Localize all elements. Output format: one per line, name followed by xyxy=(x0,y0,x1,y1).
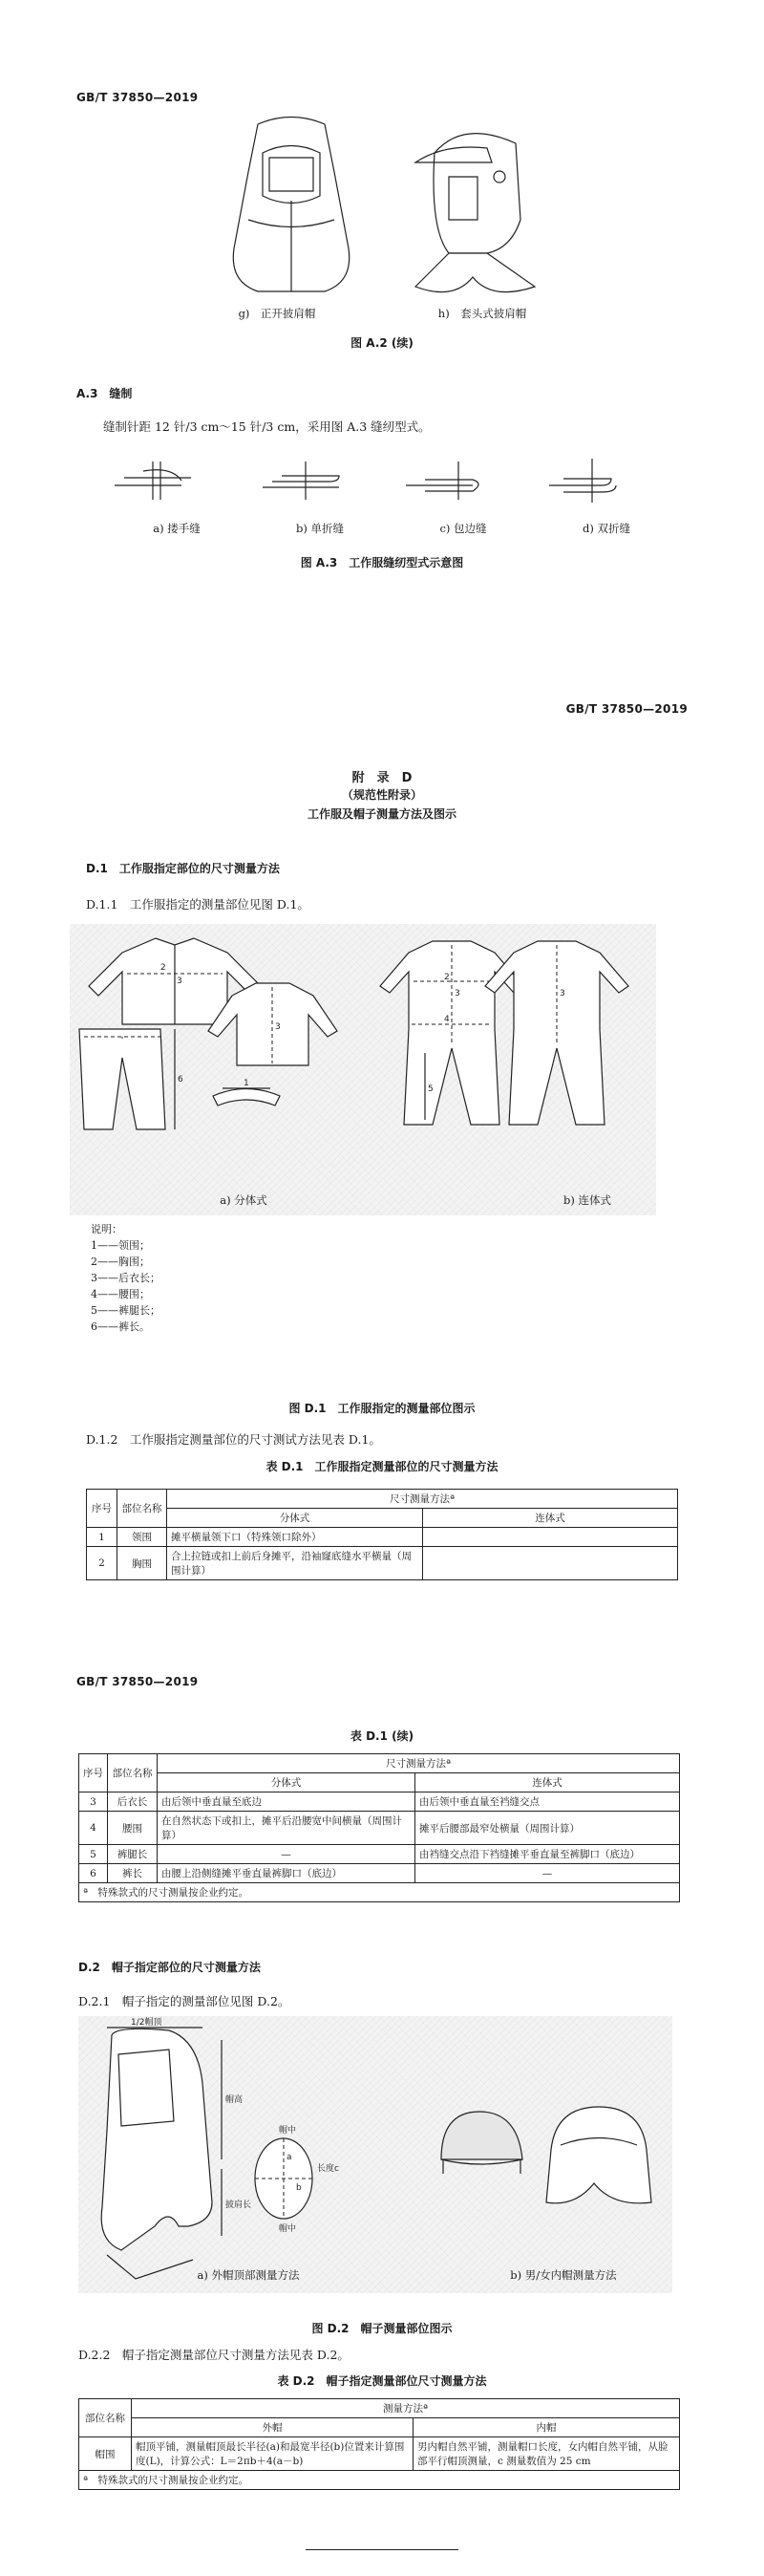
fig-g-label: g) 正开披肩帽 xyxy=(238,307,316,320)
col-header-outer: 外帽 xyxy=(132,2418,414,2437)
table-d2-caption: 表 D.2 帽子指定测量部位尺寸测量方法 xyxy=(277,2374,487,2388)
cell-split: — xyxy=(158,1845,415,1864)
col-header-method: 测量方法ª xyxy=(132,2399,680,2418)
cell-inner: 男内帽自然平铺，测量帽口长度，女内帽自然平铺，从脸部平行帽顶测量，c 测量数值为 25 cm xyxy=(414,2437,680,2471)
seam-a-diagram xyxy=(115,462,191,500)
figure-d2-panel xyxy=(78,2016,672,2293)
cell-joint xyxy=(423,1547,678,1580)
cell-seq: 4 xyxy=(79,1812,108,1845)
fig-d1-b-label: b) 连体式 xyxy=(562,1193,611,1207)
svg-text:3: 3 xyxy=(560,989,565,998)
svg-text:3: 3 xyxy=(275,1022,281,1032)
seam-b-label: b) 单折缝 xyxy=(295,522,344,535)
cell-seq: 3 xyxy=(79,1792,108,1812)
cell-seq: 2 xyxy=(87,1547,117,1580)
garment-measurement-diagram xyxy=(70,924,656,1215)
table-subheader-row xyxy=(79,1773,680,1792)
hat-measurement-diagram xyxy=(78,2016,672,2293)
label-skirt-length: 披肩长 xyxy=(225,2200,252,2210)
legend-item: 5——裤腿长； xyxy=(91,1304,160,1317)
col-header-method: 尺寸测量方法ª xyxy=(158,1754,680,1773)
table-row xyxy=(87,1547,678,1580)
table-d1-caption: 表 D.1 工作服指定测量部位的尺寸测量方法 xyxy=(265,1460,499,1473)
cell-part: 领围 xyxy=(117,1528,167,1547)
seam-a-label: a) 搂手缝 xyxy=(153,522,201,535)
col-header-part: 部位名称 xyxy=(79,2399,132,2437)
table-row xyxy=(79,2437,680,2471)
cell-split: 由腰上沿侧缝摊平垂直量裤脚口（底边） xyxy=(158,1864,415,1883)
hood-front-open-illustration xyxy=(220,115,363,306)
cell-part: 腰围 xyxy=(108,1812,158,1845)
section-a3-text: 缝制针距 12 针/3 cm～15 针/3 cm，采用图 A.3 缝纫型式。 xyxy=(103,419,431,434)
fig-d1-caption: 图 D.1 工作服指定的测量部位图示 xyxy=(288,1402,476,1415)
fig-d2-caption: 图 D.2 帽子测量部位图示 xyxy=(311,2322,453,2335)
seam-d-label: d) 双折缝 xyxy=(582,522,630,535)
appendix-type: （规范性附录） xyxy=(341,788,422,802)
table-header-row xyxy=(87,1490,678,1509)
svg-text:1: 1 xyxy=(244,1079,249,1088)
cell-part: 后衣长 xyxy=(108,1792,158,1812)
table-note-row xyxy=(79,2471,680,2490)
page-header-standard: GB/T 37850—2019 xyxy=(76,1675,199,1688)
cell-split: 由后领中垂直量至底边 xyxy=(158,1792,415,1812)
section-d12-text: D.1.2 工作服指定测量部位的尺寸测试方法见表 D.1。 xyxy=(86,1432,381,1447)
table-subheader-row xyxy=(79,2418,680,2437)
svg-text:3: 3 xyxy=(455,989,460,998)
legend-item: 6——裤长。 xyxy=(91,1320,150,1333)
crown-oval-illustration xyxy=(255,2124,339,2234)
col-header-joint: 连体式 xyxy=(423,1509,678,1528)
figure-legend xyxy=(91,1221,160,1335)
section-a3-title: A.3 缝制 xyxy=(76,387,133,400)
legend-item: 4——腰围； xyxy=(91,1288,150,1300)
fig-d2-a-label: a) 外帽顶部测量方法 xyxy=(197,2268,300,2282)
section-d22-text: D.2.2 帽子指定测量部位尺寸测量方法见表 D.2。 xyxy=(78,2348,350,2362)
appendix-title: 附 录 D xyxy=(351,771,413,785)
cell-joint: 由后领中垂直量至裆缝交点 xyxy=(415,1792,680,1812)
svg-text:2: 2 xyxy=(160,963,166,973)
coverall-back-illustration xyxy=(485,941,628,1125)
label-length-c: 长度c xyxy=(317,2164,339,2174)
table-subheader-row xyxy=(87,1509,678,1528)
fig-d2-b-label: b) 男/女内帽测量方法 xyxy=(510,2268,617,2282)
collar-illustration xyxy=(213,1079,280,1106)
col-header-joint: 连体式 xyxy=(415,1773,680,1792)
col-header-part: 部位名称 xyxy=(117,1490,167,1528)
page-header-standard: GB/T 37850—2019 xyxy=(76,91,199,104)
col-header-seq: 序号 xyxy=(79,1754,108,1792)
figure-d1-panel xyxy=(70,924,656,1215)
seam-c-diagram xyxy=(406,462,478,500)
label-half-top: 1/2帽顶 xyxy=(131,2018,162,2028)
cell-seq: 1 xyxy=(87,1528,117,1547)
col-header-seq: 序号 xyxy=(87,1490,117,1528)
seam-d-diagram xyxy=(549,459,616,503)
cell-outer: 帽顶平铺，测量帽顶最长半径(a)和最宽半径(b)位置来计算围度(L)，计算公式：L＝2πb＋4(a－b) xyxy=(132,2437,414,2471)
cell-part: 胸围 xyxy=(117,1547,167,1580)
legend-item: 1——领围； xyxy=(91,1239,150,1252)
cell-seq: 6 xyxy=(79,1864,108,1883)
cell-joint: 由裆缝交点沿下裆缝摊平垂直量至裤脚口（底边） xyxy=(415,1845,680,1864)
label-radius-b: b xyxy=(296,2183,302,2193)
svg-text:6: 6 xyxy=(178,1075,183,1084)
cell-seq: 5 xyxy=(79,1845,108,1864)
table-header-row xyxy=(79,1754,680,1773)
table-d1 xyxy=(86,1489,678,1580)
svg-text:5: 5 xyxy=(428,1084,434,1094)
appendix-name: 工作服及帽子测量方法及图示 xyxy=(307,807,456,821)
cell-part: 帽围 xyxy=(79,2437,132,2471)
cell-joint: 摊平后腰部最窄处横量（周围计算） xyxy=(415,1812,680,1845)
table-row xyxy=(79,1864,680,1883)
col-header-split: 分体式 xyxy=(167,1509,423,1528)
table-header-row xyxy=(79,2399,680,2418)
cell-split: 摊平横量领下口（特殊领口除外） xyxy=(167,1528,423,1547)
inner-cap-mesh-illustration xyxy=(441,2112,522,2174)
table-row xyxy=(87,1528,678,1547)
table-d1-continued xyxy=(78,1753,680,1902)
inner-hood-illustration xyxy=(546,2107,651,2203)
svg-text:4: 4 xyxy=(444,1015,450,1024)
label-crown-bottom: 帽中 xyxy=(279,2224,297,2234)
seam-diagrams xyxy=(115,447,688,514)
legend-title: 说明： xyxy=(91,1223,122,1235)
col-header-split: 分体式 xyxy=(158,1773,415,1792)
cell-split: 在自然状态下或扣上，摊平后沿腰宽中间横量（周围计算） xyxy=(158,1812,415,1845)
fig-a2-caption: 图 A.2 (续) xyxy=(350,336,414,350)
hood-pullover-illustration xyxy=(396,124,549,306)
cell-joint xyxy=(423,1528,678,1547)
cell-joint: — xyxy=(415,1864,680,1883)
section-d2-title: D.2 帽子指定部位的尺寸测量方法 xyxy=(78,1961,261,1974)
label-crown-top: 帽中 xyxy=(279,2126,297,2136)
section-d21-text: D.2.1 帽子指定的测量部位见图 D.2。 xyxy=(78,1994,290,2008)
table-row xyxy=(79,1812,680,1845)
table-note: ª 特殊款式的尺寸测量按企业约定。 xyxy=(79,1883,680,1902)
cell-part: 裤腿长 xyxy=(108,1845,158,1864)
outer-hood-illustration xyxy=(101,2016,251,2279)
fig-d1-a-label: a) 分体式 xyxy=(220,1193,267,1207)
seam-c-label: c) 包边缝 xyxy=(439,522,487,535)
table-d1-cont-caption: 表 D.1 (续) xyxy=(350,1729,414,1743)
label-hat-height: 帽高 xyxy=(225,2095,244,2105)
legend-item: 2——胸围； xyxy=(91,1256,150,1268)
col-header-part: 部位名称 xyxy=(108,1754,158,1792)
col-header-inner: 内帽 xyxy=(414,2418,680,2437)
table-row xyxy=(79,1845,680,1864)
cell-split: 合上拉链或扣上前后身摊平，沿袖窿底缝水平横量（周围计算） xyxy=(167,1547,423,1580)
legend-item: 3——后衣长； xyxy=(91,1272,160,1284)
table-d2 xyxy=(78,2398,680,2490)
label-radius-a: a xyxy=(286,2153,292,2162)
svg-text:2: 2 xyxy=(444,973,450,982)
cell-part: 裤长 xyxy=(108,1864,158,1883)
svg-text:3: 3 xyxy=(177,977,182,986)
page-end-rule xyxy=(306,2549,458,2550)
table-note: ª 特殊款式的尺寸测量按企业约定。 xyxy=(79,2471,680,2490)
section-d11-text: D.1.1 工作服指定的测量部位见图 D.1。 xyxy=(86,897,309,912)
pants-illustration xyxy=(79,1029,183,1129)
fig-h-label: h) 套头式披肩帽 xyxy=(437,307,527,320)
seam-b-diagram xyxy=(263,462,339,500)
page-header-standard: GB/T 37850—2019 xyxy=(565,702,688,716)
table-note-row xyxy=(79,1883,680,1902)
fig-a3-caption: 图 A.3 工作服缝纫型式示意图 xyxy=(300,556,464,569)
col-header-method: 尺寸测量方法ª xyxy=(167,1490,678,1509)
section-d1-title: D.1 工作服指定部位的尺寸测量方法 xyxy=(86,862,280,875)
table-row xyxy=(79,1792,680,1812)
